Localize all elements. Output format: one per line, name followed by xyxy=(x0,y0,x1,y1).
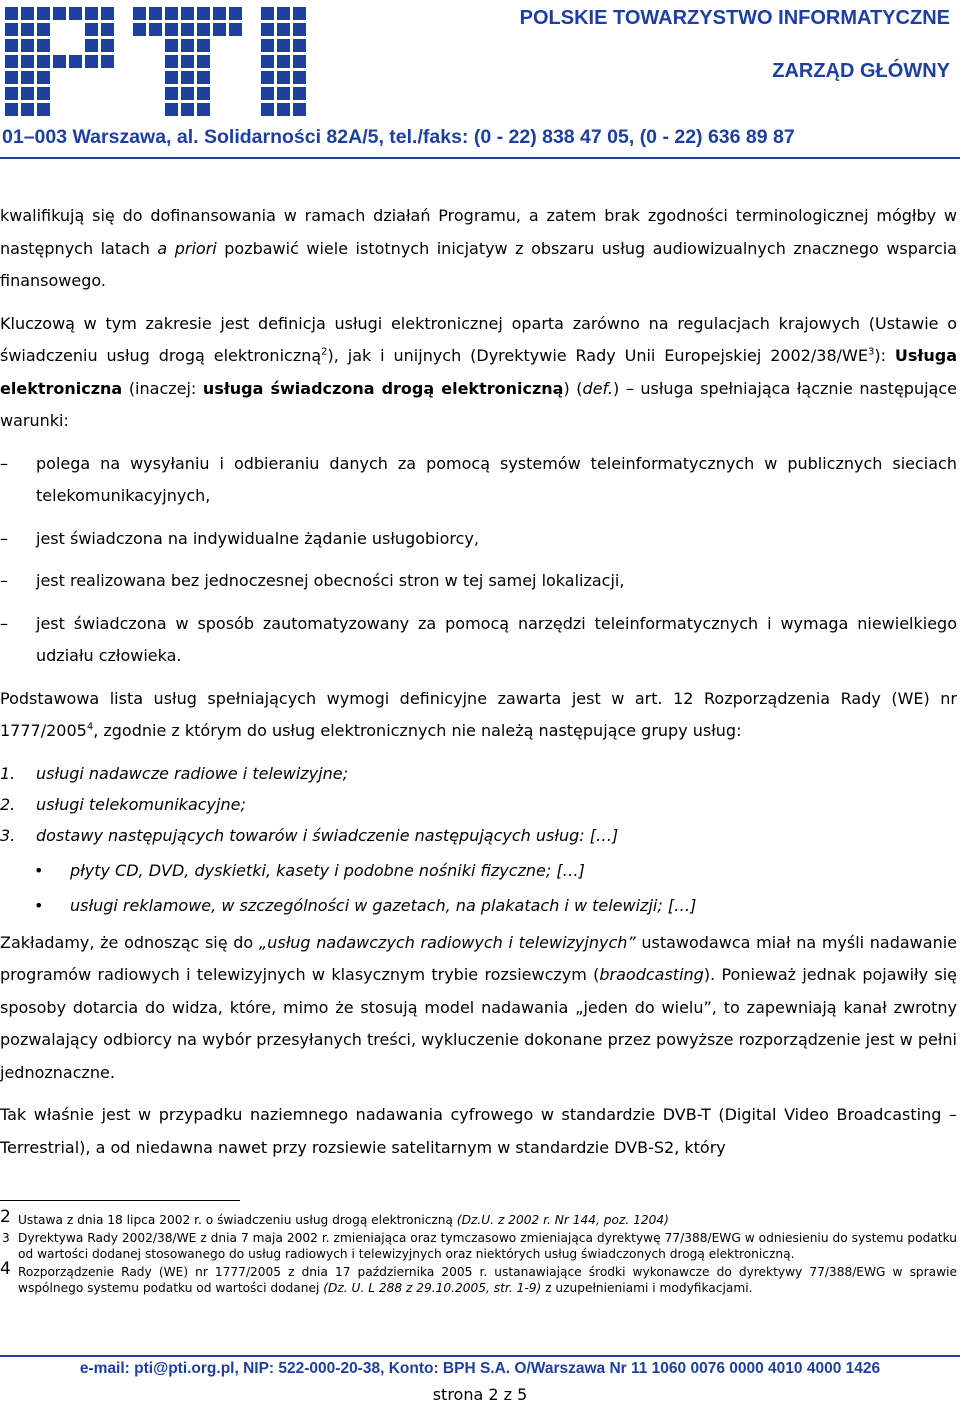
list-item-text: usługi reklamowe, w szczególności w gazetach, na plakatach i w telewizji; […] xyxy=(70,895,697,915)
text: ustawodawca miał na myśli nadawanie programów radiowych i telewizyjnych w klasycznym trybie rozsiewczym ( xyxy=(0,932,958,984)
paragraph-dvb xyxy=(0,1099,957,1164)
text: Kluczową w tym zakresie jest definicja usługi elektronicznej oparta zarówno na regulacjach krajowych (Ustawie o świadczeniu usług drogą elektroniczną xyxy=(0,313,957,365)
list-item xyxy=(0,855,957,886)
footnote-text: Dyrektywa Rady 2002/38/WE z dnia 7 maja 2002 r. zmieniająca oraz tymczasowo zmieniająca dyrektywę 77/388/EWG w odniesieniu do systemu podatku od wartości dodanej stosowanego do usług radiowych i telewizyjnych oraz niektórych usług świadczonych drogą elektroniczną. xyxy=(18,1231,957,1261)
footer-divider xyxy=(0,1355,960,1357)
paragraph-definition xyxy=(0,308,957,438)
term-bold: Usługa elektroniczna xyxy=(0,346,957,398)
document-body xyxy=(0,200,957,1164)
board-name: ZARZĄD GŁÓWNY xyxy=(772,60,950,82)
list-item-text: usługi telekomunikacyjne; xyxy=(36,794,246,814)
text-italic: a priori xyxy=(157,238,217,258)
footnote-ref: 4 xyxy=(86,721,94,733)
list-item xyxy=(0,565,957,598)
footnote-text: Rozporządzenie Rady (WE) nr 1777/2005 z dnia 17 października 2005 r. ustanawiające środki wykonawcze do dyrektywy 77/388/EWG w sprawie wspólnego systemu podatku od wartości dodanej xyxy=(18,1265,957,1295)
list-number: 1. xyxy=(0,763,16,783)
footnotes xyxy=(0,1207,957,1298)
bullet-icon: • xyxy=(34,895,44,915)
list-item-text: polega na wysyłaniu i odbieraniu danych za pomocą systemów teleinformatycznych w publicznych sieciach telekomunikacyjnych, xyxy=(36,453,957,505)
paragraph-list-intro xyxy=(0,683,957,748)
list-number: 2. xyxy=(0,794,16,814)
text: ) ( xyxy=(563,378,583,398)
dash-marker: – xyxy=(0,571,8,590)
page-number: strona 2 z 5 xyxy=(432,1385,528,1404)
term-bold: usługa świadczona drogą elektroniczną xyxy=(202,378,564,398)
list-item-text: dostawy następujących towarów i świadczenie następujących usług: […] xyxy=(36,825,619,845)
dash-marker: – xyxy=(0,453,8,473)
list-item-text: jest świadczona na indywidualne żądanie usługobiorcy, xyxy=(36,528,479,548)
text: Podstawowa lista usług spełniających wymogi definicyjne zawarta jest w art. 12 Rozporządzenia Rady (WE) nr 1777/2005 xyxy=(0,688,957,740)
list-item xyxy=(0,448,957,513)
numbered-list xyxy=(0,758,957,921)
text: Zakładamy, że odnosząc się do xyxy=(0,932,254,952)
text: , zgodnie z którym do usług elektronicznych nie należą następujące grupy usług: xyxy=(93,721,742,740)
footnote-number: 3 xyxy=(2,1231,10,1245)
text-italic: braodcasting xyxy=(599,965,704,984)
dash-marker: – xyxy=(0,613,8,633)
list-item xyxy=(0,523,957,556)
organization-name: POLSKIE TOWARZYSTWO INFORMATYCZNE xyxy=(519,7,950,29)
footer-contact: e-mail: pti@pti.org.pl, NIP: 522-000-20-38, Konto: BPH S.A. O/Warszawa Nr 11 1060 0076 0000 4010 4000 1426 xyxy=(79,1360,881,1377)
paragraph-intro xyxy=(0,200,957,298)
list-item-text: usługi nadawcze radiowe i telewizyjne; xyxy=(36,763,348,783)
text: ), jak i unijnych (Dyrektywie Rady Unii Europejskiej 2002/38/WE xyxy=(327,346,868,365)
footnote xyxy=(0,1207,957,1228)
text: Tak właśnie jest w przypadku naziemnego nadawania cyfrowego w standardzie DVB-T (Digital Video Broadcasting – Terrestrial), a od niedawna nawet przy rozsiewie satelitarnym w standardzie DVB-S2, który xyxy=(0,1105,957,1157)
header-address: 01–003 Warszawa, al. Solidarności 82A/5, tel./faks: (0 - 22) 838 47 05, (0 - 22) 636 89 87 xyxy=(2,126,795,148)
pti-logo-icon xyxy=(4,6,316,122)
paragraph-assumption xyxy=(0,927,957,1090)
text: kwalifikują się do dofinansowania w ramach działań Programu, a zatem brak zgodności terminologicznej mógłby w następnych latach xyxy=(0,206,957,258)
footnote-text: Ustawa z dnia 18 lipca 2002 r. o świadczeniu usług drogą elektroniczną xyxy=(18,1213,453,1227)
footnote-divider xyxy=(0,1200,240,1201)
footnote xyxy=(0,1230,957,1262)
footnote-text: z uzupełnieniami i modyfikacjami. xyxy=(545,1281,753,1295)
header-divider xyxy=(0,157,960,159)
text-italic: def. xyxy=(582,378,613,398)
list-item-text: jest świadczona w sposób zautomatyzowany za pomocą narzędzi teleinformatycznych i wymaga niewielkiego udziału człowieka. xyxy=(36,613,957,665)
footnote-citation: (Dz.U. z 2002 r. Nr 144, poz. 1204) xyxy=(456,1213,669,1227)
text: ): xyxy=(874,346,886,365)
footnote-ref: 2 xyxy=(321,346,328,358)
text: pozbawić wiele istotnych inicjatyw z obszaru usług audiowizualnych znacznego wsparcia finansowego. xyxy=(0,238,957,290)
dash-list xyxy=(0,448,957,673)
list-item-text: płyty CD, DVD, dyskietki, kasety i podobne nośniki fizyczne; […] xyxy=(70,860,585,880)
list-item xyxy=(0,820,957,851)
footnote-ref: 3 xyxy=(867,346,875,358)
list-number: 3. xyxy=(0,825,16,845)
list-item xyxy=(0,608,957,673)
footnote-number: 2 xyxy=(0,1207,11,1227)
text: (inaczej: xyxy=(128,378,197,398)
list-item xyxy=(0,789,957,820)
footnote-citation: (Dz. U. L 288 z 29.10.2005, str. 1-9) xyxy=(323,1281,542,1295)
text: ). Ponieważ jednak pojawiły się sposoby dotarcia do widza, które, mimo że stosują model nadawania „jeden do wielu”, to zapewniają kanał zwrotny pozwalający odbiorcy na wybór przesyłanych treści, wykluczenie dokonane przez powyższe rozporządzenie jest w pełni jednoznaczne. xyxy=(0,965,958,1082)
text: ) – usługa spełniająca łącznie następujące warunki: xyxy=(0,378,957,430)
dash-marker: – xyxy=(0,528,8,548)
footnote xyxy=(0,1259,957,1296)
footnote-number: 4 xyxy=(0,1259,11,1279)
bullet-icon: • xyxy=(34,860,44,880)
text-italic: „usług nadawczych radiowych i telewizyjnych” xyxy=(258,932,636,952)
list-item xyxy=(0,890,957,921)
list-item-text: jest realizowana bez jednoczesnej obecności stron w tej samej lokalizacji, xyxy=(36,571,625,590)
list-item xyxy=(0,758,957,789)
